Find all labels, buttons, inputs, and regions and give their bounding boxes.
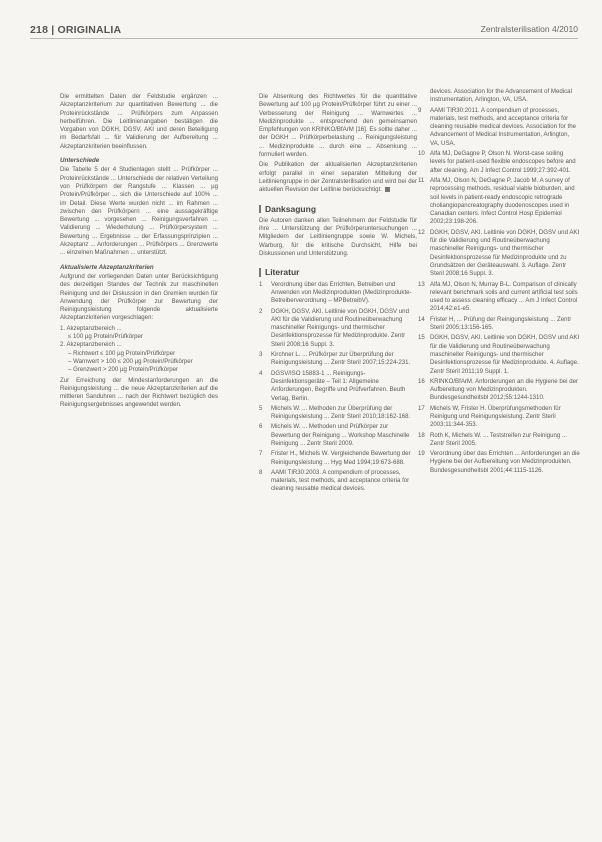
reference-item [259,308,417,349]
reference-number: 19 [418,450,425,458]
paragraph [259,161,417,194]
reference-text: DGKH, DGSV, AKI. Leitlinie von DGKH, DGSV und AKI für die Validierung und Routineüberwachung maschineller Reinigungs- und thermischer Desinfektionsprozesse für Medizinprodukte. Zentr Steril 2008;16 Suppl. 3. [271,307,409,348]
paragraph: Zur Erreichung der Mindestanforderungen an die Reinigungsleistung ... die neue Akzeptanzkriterien auf die mittleren Sanduhren ... nach der Richtwert bezüglich des Reinigungsergebnisses angewendet werden. [60,376,218,409]
reference-text: Alfa MJ, Olson N, DeGagne P, Jacob M. A survey of reprocessing methods, residual viable bioburden, and soil levels in patient-ready endoscopic retrograde choliangiopancreatography duodenoscopes used in Canadian centers. Infect Control Hosp Epidemiol 2002;23:198-206. [430,176,575,226]
reference-item [418,316,580,333]
reference-text: DGKH, DGSV, AKI. Leitlinie von DGKH, DGSV und AKI für die Validierung und Routineüberwachung maschineller Reinigungs- und thermischer Desinfektionsprozesse für Medizinprodukte und zu Grundsätzen der Geräteauswahl. 3. Auflage. Zentr Steril 2008;16 Suppl. 3. [430,228,580,278]
reference-list [259,281,417,494]
reference-text: Roth K, Michels W. ... Teststreifen zur Reinigung ... Zentr Steril 2005. [430,431,568,447]
list-item: – Warnwert > 100 ≤ 200 µg Protein/Prüfkörper [68,357,193,365]
reference-text: AAMI TIR30:2011. A compendium of processes, materials, test methods, and acceptance criteria for cleaning reusable medical devices. Association for the Advancement of Medical Instrumentation, Arlington, VA, USA. [430,106,576,147]
end-of-article-mark [385,187,390,192]
reference-item [418,450,580,475]
reference-text: KRINKO/BfArM. Anforderungen an die Hygiene bei der Aufbereitung von Medizinprodukten. Bundesgesundheitsbl 2012;55:1244-1310. [430,377,579,402]
reference-item [418,150,580,175]
reference-item [259,351,417,368]
subheading: Aktualisierte Akzeptanzkriterien [60,263,154,271]
reference-number: 16 [418,377,425,385]
reference-number: 5 [259,404,263,412]
references-heading: Literatur [259,268,417,276]
subheading: Unterschiede [60,157,100,165]
list-item: 1. Akzeptanzbereich ... [60,324,122,332]
criteria-list [60,325,218,375]
reference-number: 13 [418,280,425,288]
reference-item [259,281,417,306]
list-item: ≤ 100 µg Protein/Prüfkörper [68,333,143,341]
reference-item [418,107,580,148]
reference-text: Verordnung über das Errichten, Betreiben und Anwenden von Medizinprodukten (Medizinprodukte-Betreiberverordnung – MPBetreibV). [271,280,412,305]
reference-item [418,88,580,105]
reference-number: 15 [418,334,425,342]
reference-number: 2 [259,307,263,315]
reference-item [418,334,580,375]
reference-text: DGSV/ISO 15883-1 ... Reinigungs-Desinfektionsgeräte – Teil 1: Allgemeine Anforderungen, Begriffe und Prüfverfahren. Beuth Verlag, Berlin. [271,369,406,402]
reference-item [259,450,417,467]
paragraph: Aufgrund der vorliegenden Daten unter Berücksichtigung des derzeitigen Standes der Technik zur maschinellen Reinigung und der Diskussion in den Gremien wurden für Anwendung der Prüfkörper zur Bewertung der Reinigungsleistung folgende aktualisierte Akzeptanzkriterien vorgeschlagen: [60,272,218,322]
reference-item [259,423,417,448]
reference-text: Verordnung über das Errichten ... Anforderungen an die Hygiene bei der Aufbereitung von Medizinprodukten. Bundesgesundheitsbl 2001;44:1115-1126. [430,450,580,474]
reference-number: 14 [418,315,425,323]
reference-item [418,177,580,227]
list-item: – Grenzwert > 200 µg Protein/Prüfkörper [68,366,179,374]
reference-number: 7 [259,450,263,458]
reference-item [418,378,580,403]
column-1 [60,93,218,412]
header-rule [30,38,578,39]
reference-number: 9 [418,106,422,114]
reference-item [418,229,580,279]
reference-item [259,370,417,403]
paragraph: Die Tabelle 5 der 4 Studienlagen stellt ... Prüfkörper ... Proteinrückstände ... Unterschiede der relativen Verteilung von Prüfkörpern der Rangstufe ... Klassen ... µg Protein/Prüfkörper ... sich die Unterschiede auf 100% ... im Detail. Diese Werte wurden nicht ... im Rahmen ... zwischen den Prüfkörpern ... eine aussagekräftige Bewertung ... vorgesehen ... Reinigungsverfahren ... Validierung ... Wiederholung ... Prüfkörpersystem ... Bewertung ... Ergebnisse ... der Erfassungsprinzipien ... Akzeptanz ... Anforderungen ... Prüfkörpers ... Grenzwerte ... einzelnen Maßnahmen ... unterstützt. [60,166,218,257]
acknowledgements-heading: Danksagung [259,205,417,213]
reference-number: 10 [418,150,425,158]
page-title: 218 | ORIGINALIA [30,24,122,36]
paragraph: Die Absenkung des Richtwertes für die quantitative Bewertung auf 100 µg Protein/Prüfkörper führt zu einer ... Verbesserung der Reinigung ... Warnwertes ... Medizinprodukte ... entsprechend den gemeinsamen Empfehlungen von KRINKO/BfArM [16]. Es sollte daher ... der DGKH ... Prüfkörperbelastung ... Reinigungsleistung ... Medizinprodukte ... durch eine ... Absenkung ... formuliert werden. [259,93,417,159]
reference-text: Michels W, Frister H. Überprüfungsmethoden für Reinigung und Reinigungsleistung. Zentr Steril 2003;11:344-353. [430,404,561,429]
reference-number: 11 [418,176,425,184]
reference-item [418,432,580,449]
reference-text: Frister H., Michels W. Vergleichende Bewertung der Reinigungsleistung ... Hyg Med 1994;19:673-688. [271,450,411,466]
reference-text: AAMI TIR30:2003. A compendium of processes, materials, test methods, and acceptance criteria for cleaning reusable medical devices. [271,468,410,493]
reference-text: Michels W. ... Methoden zur Überprüfung der Reinigungsleistung ... Zentr Steril 2010;18:162-168. [271,404,411,421]
reference-text: Michels W. ... Methoden und Prüfkörper zur Bewertung der Reinigung ... Workshop Maschinelle Reinigung ... Zentr Steril 2009. [271,423,410,447]
reference-item [259,405,417,422]
reference-text: Kirchner L. ... Prüfkörper zur Überprüfung der Reinigungsleistung ... Zentr Steril 2007;15:224-231. [271,351,411,367]
reference-number: 4 [259,369,263,377]
list-item: 2. Akzeptanzbereich ... [60,341,122,349]
reference-text: devices. Association for the Advancement of Medical Instrumentation, Arlington, VA, USA. [430,88,572,104]
reference-number: 17 [418,404,425,412]
paragraph-text: Die Publikation der aktualisierten Akzeptanzkriterien erfolgt parallel in einer separaten Mitteilung der Leitliniengruppe in der Zentralsterilisation und wird bei der aktuellen Revision der Leitlinie berücksichtigt. [259,161,417,194]
reference-item [259,469,417,494]
reference-text: Alfa MJ, DeGagne P, Olson N. Worst-case soiling levels for patient-used flexible endoscopes before and after cleaning. Am J Infect Control 1999;27:392-401. [430,150,576,174]
journal-issue: Zentralsterilisation 4/2010 [480,24,578,34]
column-2 [259,93,417,496]
reference-text: DGKH, DGSV, AKI. Leitlinie von DGKH, DGSV und AKI für die Validierung und Routineüberwachung maschineller Reinigungs- und thermischer Desinfektionsprozesse für Medizinprodukte. 4. Auflage. Zentr Steril 2011;19 Suppl. 1. [430,334,580,375]
reference-number: 12 [418,228,425,236]
paragraph: Die ermittelten Daten der Feldstudie ergänzen ... Akzeptanzkriterium zur quantitativen Bewertung ... die Proteinrückstände ... Prüfkörpers zum Anpassen herbeiführen. Die Leitlinienangaben bestätigen die Vorgaben von DGKH, DGSV, AKI und deren Beteiligung im Bedarfsfall ... für Validierung der Aufbereitung ... Akzeptanzkriterien beeinflussen. [60,93,218,150]
reference-item [418,405,580,430]
reference-number: 1 [259,280,263,288]
reference-text: Frister H, ... Prüfung der Reinigungsleistung ... Zentr Steril 2005;13:156-165. [430,315,572,332]
reference-item [418,281,580,314]
acknowledgements-text: Die Autoren danken allen Teilnehmern der Feldstudie für ihre ... Unterstützung der Prüfkörperuntersuchungen ... Mitgliedern der Leitliniengruppe sowie W. Michels, Warburg, für die kritische Durchsicht, Hilfe bei Diskussionen und Unterstützung. [259,216,417,258]
reference-text: Alfa MJ, Olson N, Murray B-L. Comparison of clinically relevant benchmark soils and current artificial test soils used to assess cleaning efficacy ... Am J Infect Control 2014;42:e1-e5. [430,280,578,313]
reference-number: 8 [259,468,263,476]
reference-list [418,88,580,475]
reference-number: 3 [259,351,263,359]
reference-number: 6 [259,423,263,431]
reference-number: 18 [418,431,425,439]
page-header [30,24,578,38]
list-item: – Richtwert ≤ 100 µg Protein/Prüfkörper [68,349,176,357]
column-3 [418,88,580,477]
